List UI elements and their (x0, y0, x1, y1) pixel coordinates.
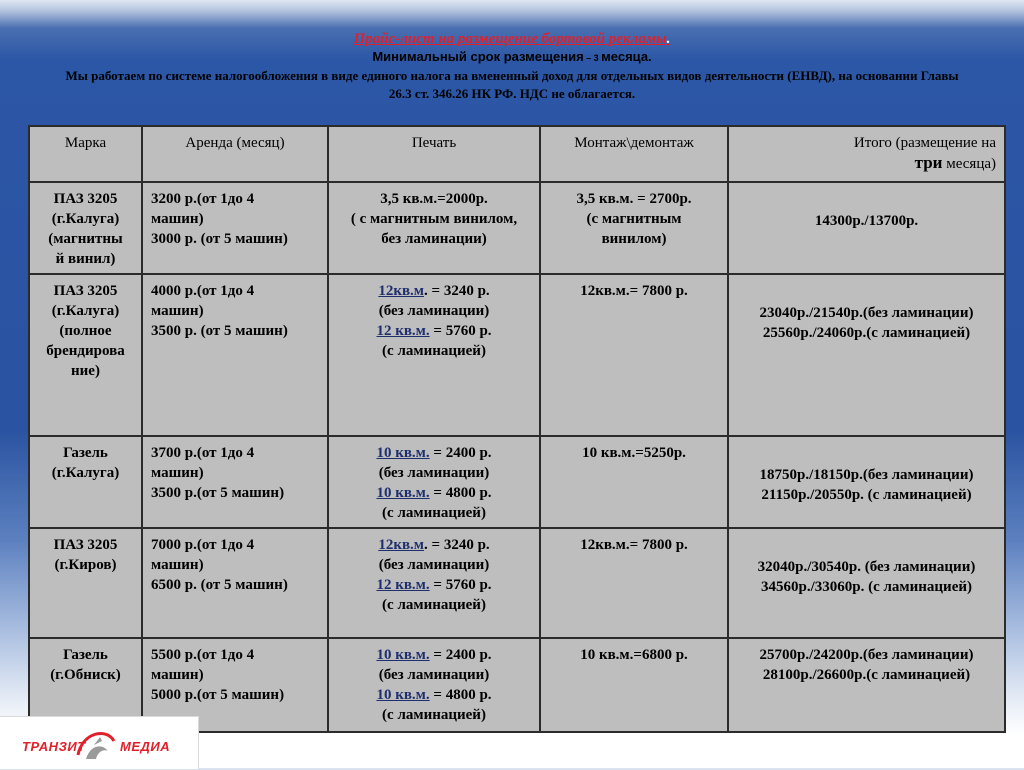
header-print: Печать (328, 126, 540, 182)
brand-line: (г.Киров) (54, 557, 117, 573)
table-header-row (29, 126, 1005, 182)
total-line: 25560р./24060р.(с ламинацией) (762, 325, 971, 341)
cell-total (728, 274, 1005, 436)
print-line (337, 341, 531, 361)
print-price: = 4800 р. (429, 687, 492, 703)
mount-line: 10 кв.м.=6800 р. (580, 647, 688, 663)
cell-brand (29, 528, 142, 638)
cell-mount (540, 638, 728, 732)
print-line (337, 463, 531, 483)
cell-rent (142, 436, 328, 528)
print-line (337, 555, 531, 575)
print-price: (с ламинацией) (382, 505, 486, 521)
cell-total (728, 638, 1005, 732)
print-area: 10 кв.м. (376, 485, 430, 501)
mount-line: винилом) (601, 231, 667, 247)
print-line (337, 575, 531, 595)
rent-line: 3000 р. (от 5 машин) (151, 231, 288, 247)
brand-line: ПАЗ 3205 (53, 283, 118, 299)
table-row (29, 182, 1005, 274)
mount-line: 12кв.м.= 7800 р. (580, 537, 688, 553)
print-line (337, 705, 531, 725)
rent-line: 3500 р. (от 5 машин) (151, 323, 288, 339)
cell-brand (29, 436, 142, 528)
logo-text-left: ТРАНЗИТ (22, 739, 86, 754)
rent-line: машин) (151, 557, 204, 573)
total-line: 34560р./33060р. (с ламинацией) (760, 579, 972, 595)
mount-line: 10 кв.м.=5250р. (582, 445, 686, 461)
brand-line: (г.Калуга) (51, 465, 120, 481)
print-area: 12кв.м (378, 537, 425, 553)
print-price: (без ламинации) (378, 557, 490, 573)
mount-line: 12кв.м.= 7800 р. (580, 283, 688, 299)
print-price: (с ламинацией) (382, 597, 486, 613)
print-line (337, 483, 531, 503)
print-line: 3,5 кв.м.=2000р. (380, 191, 488, 207)
brand-line: Газель (63, 445, 108, 461)
min-term-line: Минимальный срок размещения – 3 месяца. (372, 49, 652, 64)
total-line: 32040р./30540р. (без ламинации) (757, 559, 976, 575)
print-line (337, 535, 531, 555)
print-price: (с ламинацией) (382, 343, 486, 359)
tax-description: Мы работаем по системе налогообложения в виде единого налога на вмененный доход для отдельных видов деятельности (ЕНВД), на основании Главы 26.3 ст. 346.26 НК РФ. НДС не облагается. (65, 68, 959, 101)
cell-total (728, 528, 1005, 638)
brand-line: (г.Калуга) (51, 211, 120, 227)
print-price: (без ламинации) (378, 465, 490, 481)
cell-mount (540, 436, 728, 528)
logo-text-right: МЕДИА (120, 739, 171, 754)
brand-line: (г.Обниск) (50, 667, 121, 683)
cell-rent (142, 528, 328, 638)
print-line: без ламинации) (381, 231, 487, 247)
mount-line: (с магнитным (586, 211, 682, 227)
print-price: = 4800 р. (429, 485, 492, 501)
print-area: 12 кв.м. (376, 577, 430, 593)
rent-line: 3700 р.(от 1до 4 (151, 445, 255, 461)
header-total: Итого (размещение на три месяца) (728, 126, 1005, 182)
print-line (337, 301, 531, 321)
cell-print (328, 182, 540, 274)
cell-rent (142, 274, 328, 436)
table-row (29, 436, 1005, 528)
brand-line: (г.Калуга) (51, 303, 120, 319)
print-line (337, 321, 531, 341)
mount-line: 3,5 кв.м. = 2700р. (576, 191, 692, 207)
cell-total (728, 182, 1005, 274)
rent-line: машин) (151, 303, 204, 319)
cell-print (328, 436, 540, 528)
print-line (337, 443, 531, 463)
brand-line: Газель (63, 647, 108, 663)
brand-line: (полное (59, 323, 112, 339)
page-header (0, 30, 1024, 103)
header-mount: Монтаж\демонтаж (540, 126, 728, 182)
cell-total (728, 436, 1005, 528)
total-line: 21150р./20550р. (с ламинацией) (761, 487, 972, 503)
rent-line: машин) (151, 667, 204, 683)
brand-line: ние) (71, 363, 100, 379)
print-line (337, 281, 531, 301)
rent-line: 7000 р.(от 1до 4 (151, 537, 255, 553)
print-line: ( с магнитным винилом, (350, 211, 518, 227)
table-row (29, 528, 1005, 638)
total-line: 25700р./24200р.(без ламинации) (759, 647, 974, 663)
rent-line: машин) (151, 211, 204, 227)
print-price: (без ламинации) (378, 303, 490, 319)
total-line: 23040р./21540р.(без ламинации) (759, 305, 974, 321)
cell-print (328, 528, 540, 638)
rent-line: 5000 р.(от 5 машин) (151, 687, 285, 703)
brand-line: брендирова (46, 343, 125, 359)
total-line: 28100р./26600р.(с ламинацией) (762, 667, 971, 683)
price-table (28, 125, 1006, 733)
print-price: = 5760 р. (429, 577, 492, 593)
print-area: 10 кв.м. (376, 445, 430, 461)
print-line (337, 503, 531, 523)
print-area: 12 кв.м. (376, 323, 430, 339)
total-line: 14300р./13700р. (814, 213, 919, 229)
brand-line: ПАЗ 3205 (53, 537, 118, 553)
cell-mount (540, 528, 728, 638)
header-brand: Марка (29, 126, 142, 182)
print-price: = 2400 р. (429, 445, 492, 461)
print-price: (с ламинацией) (382, 707, 486, 723)
kangaroo-emblem-icon (72, 725, 118, 770)
cell-mount (540, 182, 728, 274)
rent-line: машин) (151, 465, 204, 481)
cell-rent (142, 182, 328, 274)
print-price: (без ламинации) (378, 667, 490, 683)
header-rent: Аренда (месяц) (142, 126, 328, 182)
table-row (29, 274, 1005, 436)
print-price: = 5760 р. (429, 323, 492, 339)
cell-print (328, 274, 540, 436)
rent-line: 3200 р.(от 1до 4 (151, 191, 255, 207)
print-area: 10 кв.м. (376, 647, 430, 663)
print-price: = 2400 р. (429, 647, 492, 663)
rent-line: 3500 р.(от 5 машин) (151, 485, 285, 501)
cell-brand (29, 182, 142, 274)
print-area: 12кв.м (378, 283, 425, 299)
print-area: 10 кв.м. (376, 687, 430, 703)
cell-print (328, 638, 540, 732)
company-logo (0, 716, 199, 769)
cell-mount (540, 274, 728, 436)
print-line (337, 645, 531, 665)
page-title: Прайс-лист на размещение бортовой рекламы. (353, 31, 671, 47)
brand-line: (магнитны (48, 231, 123, 247)
print-line (337, 685, 531, 705)
brand-line: ПАЗ 3205 (53, 191, 118, 207)
rent-line: 5500 р.(от 1до 4 (151, 647, 255, 663)
print-price: . = 3240 р. (424, 537, 490, 553)
print-line (337, 665, 531, 685)
total-line: 18750р./18150р.(без ламинации) (759, 467, 974, 483)
print-price: . = 3240 р. (424, 283, 490, 299)
brand-line: й винил) (55, 251, 116, 267)
print-line (337, 595, 531, 615)
cell-brand (29, 274, 142, 436)
rent-line: 6500 р. (от 5 машин) (151, 577, 288, 593)
rent-line: 4000 р.(от 1до 4 (151, 283, 255, 299)
